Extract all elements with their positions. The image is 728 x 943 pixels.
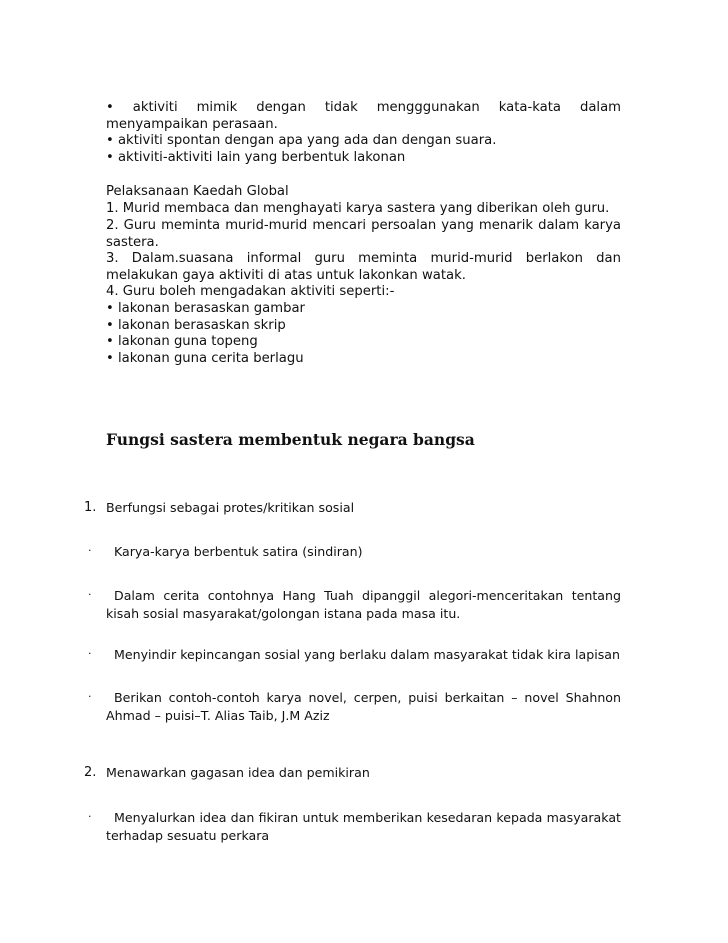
- section-number: 1.: [84, 500, 97, 515]
- section-point: Berikan contoh-contoh karya novel, cerpen, puisi berkaitan – novel Shahnon Ahmad – puisi–T. Alias Taib, J.M Aziz: [106, 690, 621, 723]
- bullet-glyph: ·: [88, 690, 92, 703]
- activity-item: • lakonan berasaskan skrip: [106, 318, 286, 333]
- section-point: Karya-karya berbentuk satira (sindiran): [114, 544, 363, 559]
- intro-bullet-2: • aktiviti spontan dengan apa yang ada dan dengan suara.: [106, 133, 497, 148]
- global-step-1: 1. Murid membaca dan menghayati karya sastera yang diberikan oleh guru.: [106, 201, 610, 216]
- section-title: Menawarkan gagasan idea dan pemikiran: [106, 765, 370, 780]
- intro-bullet-3: • aktiviti-aktiviti lain yang berbentuk lakonan: [106, 150, 406, 165]
- bullet-glyph: ·: [88, 810, 92, 823]
- activity-item: • lakonan guna topeng: [106, 334, 258, 349]
- section-heading: Fungsi sastera membentuk negara bangsa: [106, 430, 475, 449]
- bullet-glyph: ·: [88, 544, 92, 557]
- section-title: Berfungsi sebagai protes/kritikan sosial: [106, 500, 355, 515]
- section-point: Dalam cerita contohnya Hang Tuah dipanggil alegori-menceritakan tentang kisah sosial masyarakat/golongan istana pada masa itu.: [106, 588, 621, 621]
- intro-bullet-1: • aktiviti mimik dengan tidak mengggunakan kata-kata dalam menyampaikan perasaan.: [106, 100, 621, 132]
- bullet-glyph: ·: [88, 647, 92, 660]
- global-step-3: 3. Dalam.suasana informal guru meminta murid-murid berlakon dan melakukan gaya aktiviti di atas untuk lakonkan watak.: [106, 251, 621, 283]
- section-point: Menyindir kepincangan sosial yang berlaku dalam masyarakat tidak kira lapisan: [114, 647, 620, 662]
- global-method-title: Pelaksanaan Kaedah Global: [106, 184, 289, 199]
- activity-item: • lakonan guna cerita berlagu: [106, 351, 304, 366]
- section-number: 2.: [84, 765, 97, 780]
- bullet-glyph: ·: [88, 588, 92, 601]
- global-step-2: 2. Guru meminta murid-murid mencari persoalan yang menarik dalam karya sastera.: [106, 218, 621, 250]
- activity-item: • lakonan berasaskan gambar: [106, 301, 305, 316]
- global-step-4: 4. Guru boleh mengadakan aktiviti seperti:-: [106, 284, 395, 299]
- section-point: Menyalurkan idea dan fikiran untuk memberikan kesedaran kepada masyarakat terhadap sesuatu perkara: [106, 810, 621, 843]
